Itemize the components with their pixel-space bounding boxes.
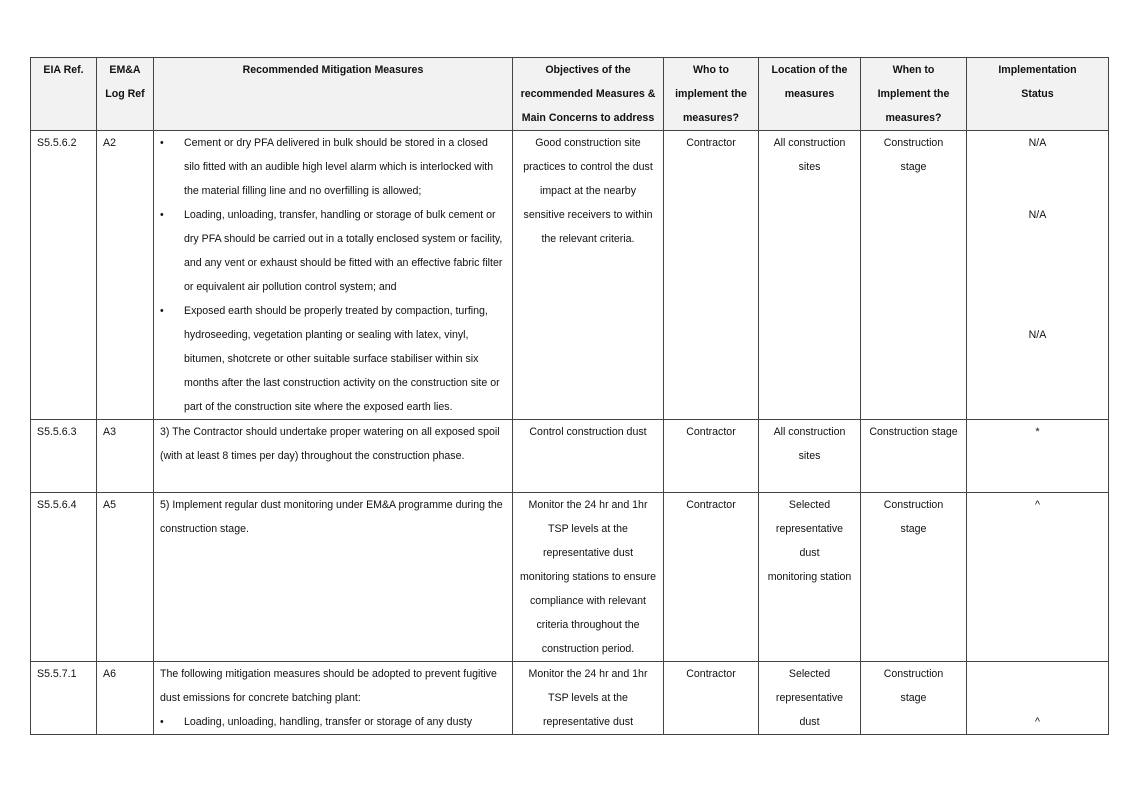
header-text: measures? (683, 112, 739, 124)
when-cell (861, 420, 967, 493)
location-cell-line: Selected (788, 499, 831, 511)
objectives-cell (513, 420, 664, 493)
who-cell (664, 131, 759, 420)
status-cell (967, 493, 1109, 662)
objectives-cell-line: practices to control the dust (523, 161, 653, 173)
eia-ref-cell (31, 662, 97, 735)
objectives-cell-line: the relevant criteria. (541, 233, 635, 245)
who-cell (664, 493, 759, 662)
header-row (31, 58, 1109, 131)
header-objectives (513, 58, 664, 131)
status-cell-line: * (1035, 426, 1040, 438)
status-cell-line: N/A (1028, 329, 1047, 341)
measure-text: The following mitigation measures should be adopted to prevent fugitive (160, 668, 497, 680)
measure-line (160, 323, 506, 347)
log-ref-cell (97, 131, 154, 420)
log-ref-text: A5 (103, 499, 116, 511)
objectives-cell (513, 131, 664, 420)
who-cell (664, 662, 759, 735)
location-cell (759, 493, 861, 662)
measure-line (160, 686, 506, 710)
status-cell-line (973, 662, 1102, 686)
status-cell-line: ^ (1035, 499, 1040, 511)
measure-line (160, 468, 506, 492)
measure-line (160, 662, 506, 686)
measure-text: silo fitted with an audible high level alarm which is interlocked with (184, 161, 494, 173)
mitigation-measures-table (30, 57, 1109, 735)
objectives-cell (513, 662, 664, 735)
eia-ref-text: S5.5.7.1 (37, 668, 77, 680)
measure-text: the material filling line and no overfilling is allowed; (184, 185, 422, 197)
who-cell-line: Contractor (686, 137, 736, 149)
status-cell-line (973, 179, 1102, 203)
objectives-cell-line: representative dust (542, 716, 634, 728)
header-text: implement the (675, 88, 747, 100)
measures-cell (154, 662, 513, 735)
objectives-cell-line: sensitive receivers to within (523, 209, 653, 221)
who-cell-line: Contractor (686, 499, 736, 511)
measures-cell (154, 131, 513, 420)
measure-line (160, 517, 506, 541)
when-cell (861, 662, 967, 735)
eia-ref-text: S5.5.6.3 (37, 426, 77, 438)
status-cell-line (973, 227, 1102, 251)
measure-text: hydroseeding, vegetation planting or sealing with latex, vinyl, (184, 329, 469, 341)
location-cell-line: All construction (773, 426, 846, 438)
measure-text: 5) Implement regular dust monitoring under EM&A programme during the (160, 499, 503, 511)
objectives-cell-line: representative dust (542, 547, 634, 559)
measure-line (160, 227, 506, 251)
log-ref-text: A3 (103, 426, 116, 438)
bullet-icon: • (160, 305, 164, 317)
measure-line (160, 347, 506, 371)
status-cell (967, 420, 1109, 493)
header-text: recommended Measures & (520, 88, 656, 100)
measure-text: Exposed earth should be properly treated by compaction, turfing, (184, 305, 488, 317)
location-cell (759, 131, 861, 420)
status-cell-line (973, 275, 1102, 299)
measure-text: construction stage. (160, 523, 249, 535)
status-cell (967, 131, 1109, 420)
header-text: measures (784, 88, 835, 100)
log-ref-cell (97, 420, 154, 493)
measure-text: Cement or dry PFA delivered in bulk should be stored in a closed (184, 137, 488, 149)
eia-ref-cell (31, 420, 97, 493)
header-text: Main Concerns to address (521, 112, 655, 124)
measure-text: dust emissions for concrete batching plant: (160, 692, 361, 704)
location-cell-line: sites (798, 161, 821, 173)
header-eia-ref (31, 58, 97, 131)
eia-ref-text: S5.5.6.4 (37, 499, 77, 511)
table-row (31, 662, 1109, 735)
measure-text: dry PFA should be carried out in a totally enclosed system or facility, (184, 233, 503, 245)
when-cell-line: Construction (883, 668, 944, 680)
who-cell-line: Contractor (686, 426, 736, 438)
header-text: When to (892, 64, 935, 76)
table-row (31, 131, 1109, 420)
measure-line (160, 179, 506, 203)
measure-text: and any vent or exhaust should be fitted with an effective fabric filter (184, 257, 503, 269)
location-cell-line: representative (775, 692, 844, 704)
who-cell (664, 420, 759, 493)
measure-text: or equivalent air pollution control system; and (184, 281, 397, 293)
measure-line (160, 251, 506, 275)
location-cell-line: dust (799, 547, 820, 559)
measure-text: (with at least 8 times per day) throughout the construction phase. (160, 450, 465, 462)
header-log-ref (97, 58, 154, 131)
status-cell-line: N/A (1028, 209, 1047, 221)
location-cell-line: dust (799, 716, 820, 728)
table-row (31, 493, 1109, 662)
bullet-icon: • (160, 209, 164, 221)
when-cell (861, 131, 967, 420)
table-row (31, 420, 1109, 493)
header-text: Implementation (998, 64, 1077, 76)
header-when-to-implement (861, 58, 967, 131)
measure-line (160, 275, 506, 299)
measure-text: part of the construction site where the exposed earth lies. (184, 401, 453, 413)
measure-text: months after the last construction activity on the construction site or (184, 377, 500, 389)
header-text: Objectives of the (545, 64, 631, 76)
log-ref-cell (97, 662, 154, 735)
measure-line (160, 395, 506, 419)
measures-cell (154, 420, 513, 493)
measure-line (160, 371, 506, 395)
when-cell-line: stage (900, 692, 927, 704)
location-cell (759, 420, 861, 493)
when-cell-line: stage (900, 523, 927, 535)
log-ref-text: A2 (103, 137, 116, 149)
measure-text: Loading, unloading, transfer, handling or storage of bulk cement or (184, 209, 496, 221)
log-ref-cell (97, 493, 154, 662)
when-cell-line: Construction (883, 137, 944, 149)
header-text: measures? (885, 112, 942, 124)
objectives-cell (513, 493, 664, 662)
eia-ref-text: S5.5.6.2 (37, 137, 77, 149)
location-cell-line: representative (775, 523, 844, 535)
objectives-cell-line: compliance with relevant (530, 595, 646, 607)
table-body (31, 131, 1109, 735)
when-cell-line: Construction (883, 499, 944, 511)
who-cell-line: Contractor (686, 668, 736, 680)
location-cell-line: monitoring station (767, 571, 852, 583)
header-text: Implement the (877, 88, 950, 100)
header-location (759, 58, 861, 131)
status-cell-line (973, 686, 1102, 710)
measures-cell (154, 493, 513, 662)
objectives-cell-line: TSP levels at the (548, 692, 628, 704)
location-cell-line: Selected (788, 668, 831, 680)
header-text: Location of the (771, 64, 848, 76)
bullet-icon: • (160, 137, 164, 149)
when-cell (861, 493, 967, 662)
header-text: Status (1021, 88, 1054, 100)
eia-ref-cell (31, 131, 97, 420)
objectives-cell-line: monitoring stations to ensure (519, 571, 657, 583)
header-implementation-status (967, 58, 1109, 131)
header-mitigation-measures (154, 58, 513, 131)
header-text: Log Ref (105, 88, 145, 100)
status-cell-line (973, 299, 1102, 323)
objectives-cell-line: Monitor the 24 hr and 1hr (528, 668, 648, 680)
when-cell-line: Construction stage (869, 426, 958, 438)
bullet-icon: • (160, 716, 164, 728)
measure-line (160, 155, 506, 179)
status-cell-line (973, 155, 1102, 179)
measure-line (160, 203, 506, 227)
objectives-cell-line: Monitor the 24 hr and 1hr (528, 499, 648, 511)
measure-line (160, 444, 506, 468)
measure-line (160, 493, 506, 517)
header-text: EIA Ref. (43, 64, 84, 76)
header-who-to-implement (664, 58, 759, 131)
header-text: EM&A (109, 64, 141, 76)
header-text: Who to (693, 64, 729, 76)
measure-line (160, 131, 506, 155)
measure-text: Loading, unloading, handling, transfer or storage of any dusty (184, 716, 472, 728)
status-cell-line: ^ (1035, 716, 1040, 728)
measure-line (160, 710, 506, 734)
objectives-cell-line: Good construction site (535, 137, 641, 149)
location-cell-line: All construction (773, 137, 846, 149)
measure-line (160, 299, 506, 323)
eia-ref-cell (31, 493, 97, 662)
objectives-cell-line: impact at the nearby (540, 185, 636, 197)
objectives-cell-line: TSP levels at the (548, 523, 628, 535)
location-cell (759, 662, 861, 735)
objectives-cell-line: criteria throughout the (536, 619, 640, 631)
objectives-cell-line: Control construction dust (529, 426, 647, 438)
measure-line (160, 420, 506, 444)
status-cell-line: N/A (1028, 137, 1047, 149)
when-cell-line: stage (900, 161, 927, 173)
status-cell (967, 662, 1109, 735)
measure-text: bitumen, shotcrete or other suitable surface stabiliser within six (184, 353, 479, 365)
measure-text: 3) The Contractor should undertake proper watering on all exposed spoil (160, 426, 500, 438)
header-text: Recommended Mitigation Measures (242, 64, 424, 76)
log-ref-text: A6 (103, 668, 116, 680)
objectives-cell-line: construction period. (541, 643, 635, 655)
location-cell-line: sites (798, 450, 821, 462)
status-cell-line (973, 251, 1102, 275)
